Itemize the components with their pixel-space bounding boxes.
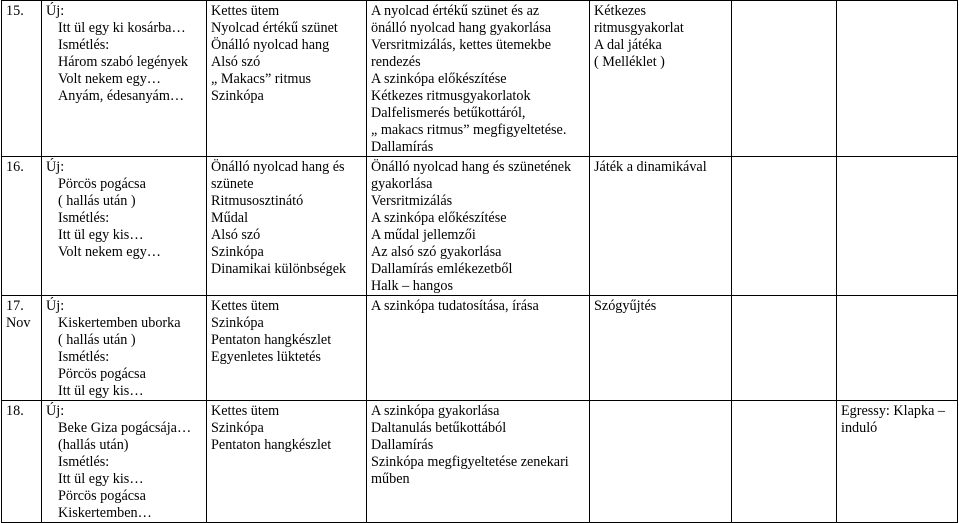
task-line: Dallamírás emlékezetből	[371, 261, 513, 277]
task-line: Versritmizálás	[371, 193, 453, 209]
topic-line: Szinkópa	[211, 88, 264, 104]
song-line: Ismétlés:	[58, 37, 110, 53]
song-line: Itt ül egy kis…	[58, 471, 144, 487]
lesson-number: 18.	[6, 403, 24, 419]
song-line: Volt nekem egy…	[58, 244, 161, 260]
games-cell	[590, 157, 732, 296]
works-cell	[837, 401, 958, 523]
song-line: Pörcös pogácsa	[58, 488, 146, 504]
table-row	[2, 1, 958, 157]
topic-line: Műdal	[211, 210, 249, 226]
games-cell	[590, 1, 732, 157]
task-line: Az alsó szó gyakorlása	[371, 244, 502, 260]
lesson-number-cell	[2, 296, 42, 401]
task-line: Dallamírás	[371, 139, 434, 155]
task-line: A szinkópa előkészítése	[371, 71, 507, 87]
tasks-cell	[367, 1, 590, 157]
empty-cell	[732, 157, 837, 296]
songs-cell	[42, 157, 207, 296]
task-line: A szinkópa előkészítése	[371, 210, 507, 226]
song-line: (hallás után)	[58, 437, 129, 453]
topic-line: Dinamikai különbségek	[211, 261, 347, 277]
task-line: Szinkópa megfigyeltetése zenekari	[371, 454, 569, 470]
topic-line: Szinkópa	[211, 244, 264, 260]
song-line: ( hallás után )	[58, 193, 136, 209]
table-row	[2, 157, 958, 296]
topic-line: „ Makacs” ritmus	[211, 71, 312, 87]
task-line: Halk – hangos	[371, 278, 453, 294]
song-line: Új:	[46, 403, 65, 419]
task-line: A szinkópa tudatosítása, írása	[371, 298, 539, 314]
lesson-number-cell	[2, 1, 42, 157]
task-line: A szinkópa gyakorlása	[371, 403, 500, 419]
task-line: műben	[371, 471, 410, 487]
game-line: ritmusgyakorlat	[594, 20, 684, 36]
song-line: Beke Giza pogácsája…	[58, 420, 192, 436]
lesson-number-cell	[2, 401, 42, 523]
song-line: Új:	[46, 3, 65, 19]
song-line: Itt ül egy ki kosárba…	[58, 20, 186, 36]
lesson-number: 16.	[6, 159, 24, 175]
table-row	[2, 296, 958, 401]
task-line: Önálló nyolcad hang és szünetének	[371, 159, 572, 175]
song-line: Anyám, édesanyám…	[58, 88, 185, 104]
topics-cell	[207, 296, 367, 401]
task-line: rendezés	[371, 54, 421, 70]
task-line: Daltanulás betűkottából	[371, 420, 507, 436]
topic-line: Kettes ütem	[211, 298, 280, 314]
song-line: Új:	[46, 298, 65, 314]
game-line: A dal játéka	[594, 37, 662, 53]
topic-line: Szinkópa	[211, 315, 264, 331]
song-line: Pörcös pogácsa	[58, 366, 146, 382]
lesson-plan-table	[1, 0, 958, 523]
songs-cell	[42, 296, 207, 401]
topic-line: Nyolcad értékű szünet	[211, 20, 338, 36]
songs-cell	[42, 401, 207, 523]
tasks-cell	[367, 296, 590, 401]
song-line: Három szabó legények	[58, 54, 189, 70]
song-line: Kiskertemben…	[58, 505, 152, 521]
song-line: ( hallás után )	[58, 332, 136, 348]
song-line: Itt ül egy kis…	[58, 383, 144, 399]
topic-line: Pentaton hangkészlet	[211, 332, 332, 348]
task-line: A nyolcad értékű szünet és az	[371, 3, 540, 19]
lesson-month: Nov	[6, 315, 31, 331]
work-line: induló	[841, 420, 878, 436]
task-line: gyakorlása	[371, 176, 433, 192]
song-line: Ismétlés:	[58, 210, 110, 226]
game-line: Kétkezes	[594, 3, 646, 19]
lesson-number-cell	[2, 157, 42, 296]
empty-cell	[732, 1, 837, 157]
topics-cell	[207, 1, 367, 157]
song-line: Pörcös pogácsa	[58, 176, 146, 192]
song-line: Ismétlés:	[58, 454, 110, 470]
song-line: Új:	[46, 159, 65, 175]
topic-line: Pentaton hangkészlet	[211, 437, 332, 453]
empty-cell	[732, 401, 837, 523]
songs-cell	[42, 1, 207, 157]
topic-line: szünete	[211, 176, 254, 192]
empty-cell	[732, 296, 837, 401]
topics-cell	[207, 157, 367, 296]
game-line: Játék a dinamikával	[594, 159, 707, 175]
task-line: Dallamírás	[371, 437, 434, 453]
games-cell	[590, 401, 732, 523]
lesson-number: 15.	[6, 3, 24, 19]
topic-line: Egyenletes lüktetés	[211, 349, 321, 365]
game-line: Szógyűjtés	[594, 298, 657, 314]
task-line: önálló nyolcad hang gyakorlása	[371, 20, 552, 36]
topic-line: Önálló nyolcad hang	[211, 37, 330, 53]
task-line: A műdal jellemzői	[371, 227, 476, 243]
game-line: ( Melléklet )	[594, 54, 665, 70]
song-line: Itt ül egy kis…	[58, 227, 144, 243]
task-line: Dalfelismerés betűkottáról,	[371, 105, 526, 121]
topic-line: Kettes ütem	[211, 403, 280, 419]
lesson-number: 17.	[6, 298, 24, 314]
topics-cell	[207, 401, 367, 523]
task-line: Kétkezes ritmusgyakorlatok	[371, 88, 531, 104]
task-line: Versritmizálás, kettes ütemekbe	[371, 37, 552, 53]
works-cell	[837, 157, 958, 296]
games-cell	[590, 296, 732, 401]
topic-line: Ritmusosztinátó	[211, 193, 304, 209]
works-cell	[837, 296, 958, 401]
topic-line: Alsó szó	[211, 54, 261, 70]
work-line: Egressy: Klapka –	[841, 403, 946, 419]
topic-line: Szinkópa	[211, 420, 264, 436]
topic-line: Kettes ütem	[211, 3, 280, 19]
tasks-cell	[367, 157, 590, 296]
song-line: Kiskertemben uborka	[58, 315, 181, 331]
topic-line: Önálló nyolcad hang és	[211, 159, 345, 175]
song-line: Volt nekem egy…	[58, 71, 161, 87]
task-line: „ makacs ritmus” megfigyeltetése.	[371, 122, 567, 138]
song-line: Ismétlés:	[58, 349, 110, 365]
works-cell	[837, 1, 958, 157]
tasks-cell	[367, 401, 590, 523]
topic-line: Alsó szó	[211, 227, 261, 243]
table-row	[2, 401, 958, 523]
